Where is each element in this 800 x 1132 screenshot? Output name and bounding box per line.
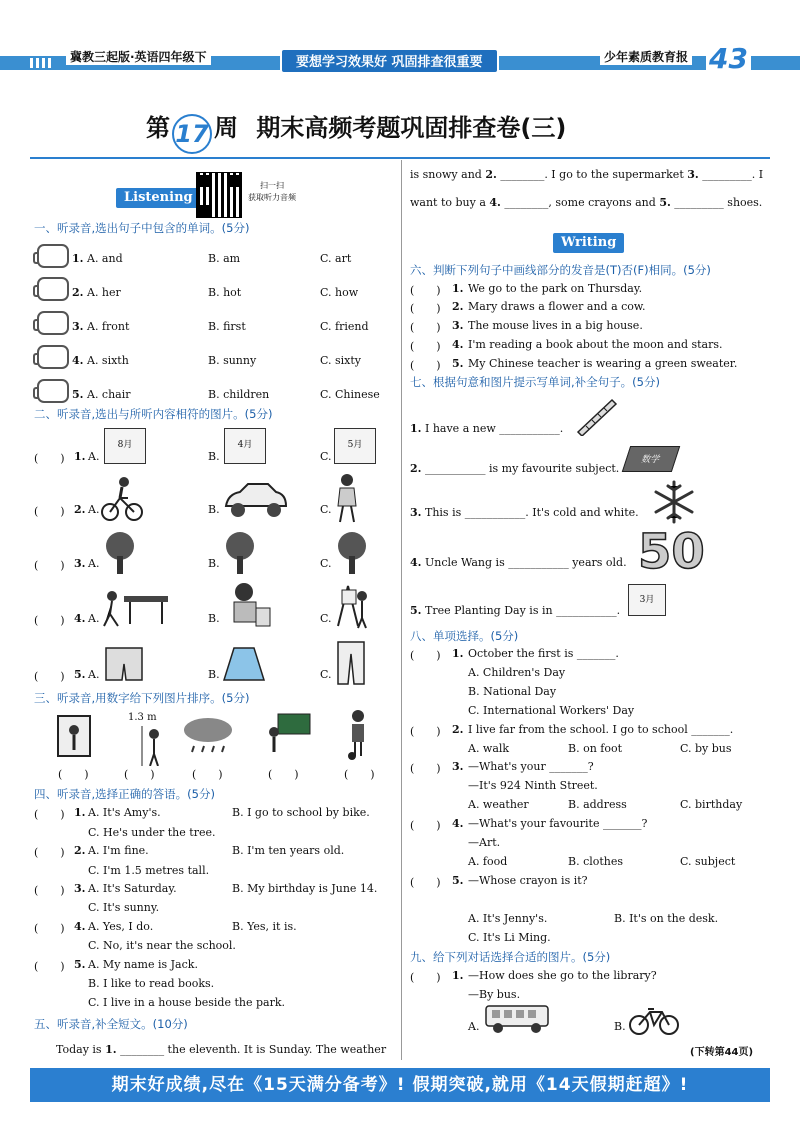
blank-field[interactable]: _________ [702, 168, 752, 181]
blank-field[interactable]: ___________ [556, 604, 617, 617]
sec8-q1-num: 1. [452, 647, 464, 660]
speaker-icon [37, 379, 69, 403]
sec4-q1-num: 1. [74, 806, 86, 819]
car-image [222, 480, 290, 520]
sec4-q5-a: A. My name is Jack. [88, 958, 198, 971]
sec7-num: 2. [410, 462, 422, 475]
sec7-pre: I have a new [424, 422, 500, 435]
sec7-title: 七、根据句意和图片提示写单词,补全句子。(5分) [410, 375, 660, 389]
sec4-q2-a: A. I'm fine. [88, 844, 149, 857]
sec8-q4-a: A. food [468, 855, 508, 868]
sec1-q4-b: B. sunny [208, 354, 257, 367]
sec5-text: the eleventh. It is Sunday. The weather [164, 1043, 387, 1056]
sec7-num: 3. [410, 506, 422, 519]
sec6-title: 六、判断下列句子中画线部分的发音是(T)否(F)相同。(5分) [410, 263, 711, 277]
sec4-q1-b: B. I go to school by bike. [232, 806, 370, 819]
ping-pong-image [100, 584, 172, 630]
sec7-post: years old. [568, 556, 627, 569]
sec2-q3-b: B. [208, 557, 220, 570]
sec7-post: . It's cold and white. [525, 506, 639, 519]
sec2-q5-c: C. [320, 668, 332, 681]
continue-note: (下转第44页) [690, 1047, 754, 1058]
sec6-q3-num: 3. [452, 319, 464, 332]
sec4-title: 四、听录音,选择正确的答语。(5分) [34, 787, 215, 801]
sec1-q4-a: A. sixth [87, 354, 129, 367]
sec7-num: 4. [410, 556, 422, 569]
shorts-image [104, 646, 144, 682]
sec1-q1-c: C. art [320, 252, 352, 265]
sec8-q1-paren: ( ) [410, 649, 441, 662]
blank-field[interactable]: ________ [504, 196, 549, 209]
bicycle-rider-image [100, 474, 144, 522]
sec2-title: 二、听录音,选出与所听内容相符的图片。(5分) [34, 407, 273, 421]
sec8-q3-num: 3. [452, 760, 464, 773]
blank-number: 4. [489, 196, 501, 209]
sec1-q3-num: 3. [72, 320, 84, 333]
sec9-q1-question: —How does she go to the library? [468, 969, 657, 982]
sec4-q5-b: B. I like to read books. [88, 977, 215, 990]
sec1-q5-c: C. Chinese [320, 388, 380, 401]
calendar-label: 3月 [639, 595, 655, 605]
sec8-q3-a: A. weather [468, 798, 529, 811]
sec2-q3-paren: ( ) [34, 559, 65, 572]
sec8-q2-a: A. walk [468, 742, 510, 755]
sec2-q4-paren: ( ) [34, 614, 65, 627]
sec6-q3-paren: ( ) [410, 321, 441, 334]
sec4-q1-a: A. It's Amy's. [88, 806, 161, 819]
speaker-icon [37, 244, 69, 268]
calendar-icon [628, 584, 666, 616]
sec5-line-3 [410, 196, 762, 209]
sec1-q1-num: 1. [72, 252, 84, 265]
sec7-item-1 [410, 422, 563, 435]
sec4-q3-c: C. It's sunny. [88, 901, 160, 914]
sec4-q3-num: 3. [74, 882, 86, 895]
sec8-q2-num: 2. [452, 723, 464, 736]
sec4-q4-num: 4. [74, 920, 86, 933]
sec6-q5-num: 5. [452, 357, 464, 370]
boy-at-board-image [264, 710, 312, 758]
sec2-q5-num: 5. [74, 668, 86, 681]
sec7-item-3 [410, 506, 639, 519]
sec2-q3-a: A. [88, 557, 100, 570]
sec2-q5-a: A. [88, 668, 100, 681]
boy-height-image [138, 726, 168, 766]
sec2-q2-a: A. [88, 503, 100, 516]
sec2-q3-c: C. [320, 557, 332, 570]
sec1-q1-a: A. and [87, 252, 123, 265]
sec1-q5-num: 5. [72, 388, 84, 401]
book-label: 数学 [640, 455, 662, 465]
height-label: 1.3 m [128, 712, 157, 723]
boy-reading-image [222, 580, 274, 630]
sec2-q3-num: 3. [74, 557, 86, 570]
sec7-item-4 [410, 556, 627, 569]
blank-field[interactable]: _________ [674, 196, 724, 209]
calendar-icon [224, 428, 266, 464]
sec2-q2-c: C. [320, 503, 332, 516]
sec7-item-5 [410, 604, 620, 617]
sec3-title: 三、听录音,用数字给下列图片排序。(5分) [34, 691, 250, 705]
sec8-q2-b: B. on foot [568, 742, 623, 755]
sec4-q4-c: C. No, it's near the school. [88, 939, 236, 952]
sec4-q5-c: C. I live in a house beside the park. [88, 996, 286, 1009]
sec8-q5-a: A. It's Jenny's. [468, 912, 548, 925]
footer-banner: 期末好成绩,尽在《15天满分备考》! 假期突破,就用《14天假期赶超》! [30, 1068, 770, 1102]
sec6-q1-text: We go to the park on Thursday. [468, 282, 643, 295]
number-fifty-image: 50 [638, 524, 705, 580]
sec2-q4-b: B. [208, 612, 220, 625]
calendar-icon [334, 428, 376, 464]
sec7-post: . [559, 422, 564, 435]
speaker-icon [37, 311, 69, 335]
blank-number: 2. [485, 168, 497, 181]
sec6-q2-paren: ( ) [410, 302, 441, 315]
blank-field[interactable]: ___________ [499, 422, 560, 435]
sec8-q3-question: —What's your _______? [468, 760, 594, 773]
week-number: 17 [175, 120, 209, 148]
sec2-q1-b: B. [208, 450, 220, 463]
sec8-q3-answer: —It's 924 Ninth Street. [468, 779, 598, 792]
title-underline [30, 157, 770, 159]
sec2-q2-num: 2. [74, 503, 86, 516]
page-title [146, 108, 566, 154]
sec3-paren-1: ( ) [58, 768, 89, 781]
calendar-label: 4月 [237, 440, 253, 450]
blank-number: 1. [105, 1043, 117, 1056]
sec4-q5-num: 5. [74, 958, 86, 971]
sec1-q2-num: 2. [72, 286, 84, 299]
sec6-q1-num: 1. [452, 282, 464, 295]
tree-image [334, 530, 370, 576]
sec8-q1-a: A. Children's Day [468, 666, 566, 679]
sec1-q3-b: B. first [208, 320, 246, 333]
sec8-q5-c: C. It's Li Ming. [468, 931, 551, 944]
sec3-paren-2: ( ) [124, 768, 155, 781]
column-divider [401, 160, 402, 1060]
sec4-q3-paren: ( ) [34, 884, 65, 897]
sec8-q4-b: B. clothes [568, 855, 624, 868]
blank-number: 3. [687, 168, 699, 181]
sec1-title: 一、听录音,选出句子中包含的单词。(5分) [34, 221, 250, 235]
sec5-text: shoes. [723, 196, 763, 209]
sec8-q4-question: —What's your favourite _______? [468, 817, 648, 830]
sec8-q1-b: B. National Day [468, 685, 557, 698]
sec5-text: . I go to the supermarket [544, 168, 688, 181]
sec3-paren-3: ( ) [192, 768, 223, 781]
sec7-pre: Uncle Wang is [424, 556, 509, 569]
sec7-post: is my favourite subject. [485, 462, 620, 475]
sec1-q4-num: 4. [72, 354, 84, 367]
blank-field[interactable]: ___________ [464, 506, 526, 519]
sec8-q5-paren: ( ) [410, 876, 441, 889]
edition-label: 冀教三起版·英语四年级下 [66, 48, 211, 65]
qr-caption-1: 扫一扫 [260, 181, 284, 190]
sec6-q5-text: My Chinese teacher is wearing a green sweater. [468, 357, 738, 370]
girl-with-ball-image [346, 708, 370, 760]
sec6-q1-paren: ( ) [410, 284, 441, 297]
sec2-q4-a: A. [88, 612, 100, 625]
speaker-icon [37, 277, 69, 301]
sec8-q4-answer: —Art. [468, 836, 501, 849]
sec3-paren-4: ( ) [268, 768, 299, 781]
bicycle-image [628, 1006, 680, 1036]
sec7-item-2 [410, 462, 619, 475]
blank-field[interactable]: ___________ [424, 462, 486, 475]
sec9-q1-b: B. [614, 1020, 626, 1033]
sec1-q5-a: A. chair [87, 388, 131, 401]
sec8-q1-c: C. International Workers' Day [468, 704, 635, 717]
calendar-label: 8月 [117, 440, 133, 450]
sec8-q2-question: I live far from the school. I go to school _______. [468, 723, 734, 736]
week-badge [172, 114, 212, 154]
tree-image [102, 530, 138, 576]
tree-image [222, 530, 258, 576]
sec8-q4-paren: ( ) [410, 819, 441, 832]
sec6-q4-num: 4. [452, 338, 464, 351]
sec9-q1-paren: ( ) [410, 971, 441, 984]
sec4-q5-paren: ( ) [34, 960, 65, 973]
sec8-q5-question: —Whose crayon is it? [468, 874, 588, 887]
writing-tag: Writing [553, 233, 624, 253]
page-number: 43 [706, 44, 751, 74]
sec8-q5-num: 5. [452, 874, 464, 887]
sec5-line-2 [410, 168, 763, 181]
title-suffix: 周 [214, 114, 238, 142]
sec1-q3-c: C. friend [320, 320, 369, 333]
newspaper-name: 少年素质教育报 [600, 48, 692, 65]
boy-painting-image [334, 582, 370, 630]
snowflake-icon [652, 480, 696, 524]
sec2-q1-c: C. [320, 450, 332, 463]
qr-code [196, 172, 242, 218]
sec8-q3-b: B. address [568, 798, 627, 811]
title-prefix: 第 [146, 114, 170, 142]
sec8-q4-c: C. subject [680, 855, 736, 868]
trousers-image [336, 640, 366, 686]
sec4-q4-paren: ( ) [34, 922, 65, 935]
sec6-q3-text: The mouse lives in a big house. [468, 319, 643, 332]
sec2-q5-b: B. [208, 668, 220, 681]
sec6-q2-text: Mary draws a flower and a cow. [468, 300, 646, 313]
sec1-q3-a: A. front [87, 320, 130, 333]
sec8-q1-question: October the first is _______. [468, 647, 619, 660]
sec8-q3-c: C. birthday [680, 798, 743, 811]
sec1-q2-c: C. how [320, 286, 359, 299]
sec2-q2-b: B. [208, 503, 220, 516]
blank-field[interactable]: ___________ [508, 556, 569, 569]
rain-cloud-image [182, 716, 234, 758]
sec2-q2-paren: ( ) [34, 505, 65, 518]
sec7-pre: Tree Planting Day is in [424, 604, 557, 617]
sec8-title: 八、单项选择。(5分) [410, 629, 519, 643]
sec8-q5-b: B. It's on the desk. [614, 912, 719, 925]
slogan-banner: 要想学习效果好 巩固排查很重要 [280, 48, 499, 74]
sec6-q5-paren: ( ) [410, 359, 441, 372]
sec9-q1-num: 1. [452, 969, 464, 982]
sec2-q1-paren: ( ) [34, 452, 65, 465]
speaker-icon [37, 345, 69, 369]
sec1-q2-b: B. hot [208, 286, 242, 299]
sec4-q4-b: B. Yes, it is. [232, 920, 297, 933]
calendar-icon [104, 428, 146, 464]
sec4-q1-c: C. He's under the tree. [88, 826, 216, 839]
qr-caption-2: 获取听力音频 [248, 193, 296, 202]
sec5-text: . I [751, 168, 764, 181]
boy-at-door-image [56, 714, 92, 758]
sec7-pre: This is [424, 506, 465, 519]
sec4-q2-b: B. I'm ten years old. [232, 844, 345, 857]
skirt-image [222, 646, 266, 682]
sec1-q4-c: C. sixty [320, 354, 362, 367]
sec8-q4-num: 4. [452, 817, 464, 830]
sec8-q2-paren: ( ) [410, 725, 441, 738]
sec1-q1-b: B. am [208, 252, 241, 265]
sec5-text: want to buy a [410, 196, 490, 209]
sec8-q3-paren: ( ) [410, 762, 441, 775]
listening-tag: Listening [116, 188, 201, 208]
sec7-post: . [616, 604, 621, 617]
title-main: 期末高频考题巩固排查卷(三) [256, 114, 567, 142]
sec6-q4-text: I'm reading a book about the moon and stars. [468, 338, 723, 351]
math-book-image [622, 446, 680, 472]
sec7-num: 1. [410, 422, 422, 435]
sec4-q2-paren: ( ) [34, 846, 65, 859]
sec3-paren-5: ( ) [344, 768, 375, 781]
sec9-title: 九、给下列对话选择合适的图片。(5分) [410, 950, 611, 964]
sec2-q4-c: C. [320, 612, 332, 625]
sec9-q1-a: A. [468, 1020, 480, 1033]
sec5-line-1 [56, 1043, 386, 1056]
blank-field[interactable]: ________ [500, 168, 545, 181]
ruler-image [574, 396, 618, 436]
blank-number: 5. [659, 196, 671, 209]
sec2-q5-paren: ( ) [34, 670, 65, 683]
sec4-q3-a: A. It's Saturday. [88, 882, 177, 895]
sec5-text: Today is [56, 1043, 106, 1056]
sec5-text: is snowy and [410, 168, 486, 181]
sec2-q4-num: 4. [74, 612, 86, 625]
sec1-q2-a: A. her [87, 286, 121, 299]
bus-image [484, 1004, 550, 1034]
sec5-text: , some crayons and [548, 196, 660, 209]
sec9-q1-answer: —By bus. [468, 988, 521, 1001]
calendar-label: 5月 [347, 440, 363, 450]
sec4-q1-paren: ( ) [34, 808, 65, 821]
header-stripes [30, 58, 54, 68]
sec2-q1-num: 1. [74, 450, 86, 463]
sec4-q4-a: A. Yes, I do. [88, 920, 154, 933]
sec8-q2-c: C. by bus [680, 742, 732, 755]
sec5-title: 五、听录音,补全短文。(10分) [34, 1017, 188, 1031]
sec7-num: 5. [410, 604, 422, 617]
sec2-q1-a: A. [88, 450, 100, 463]
sec4-q2-num: 2. [74, 844, 86, 857]
sec6-q4-paren: ( ) [410, 340, 441, 353]
blank-field[interactable]: ________ [120, 1043, 165, 1056]
sec4-q2-c: C. I'm 1.5 metres tall. [88, 864, 210, 877]
sec4-q3-b: B. My birthday is June 14. [232, 882, 378, 895]
sec1-q5-b: B. children [208, 388, 270, 401]
girl-walking-image [334, 472, 360, 524]
sec6-q2-num: 2. [452, 300, 464, 313]
